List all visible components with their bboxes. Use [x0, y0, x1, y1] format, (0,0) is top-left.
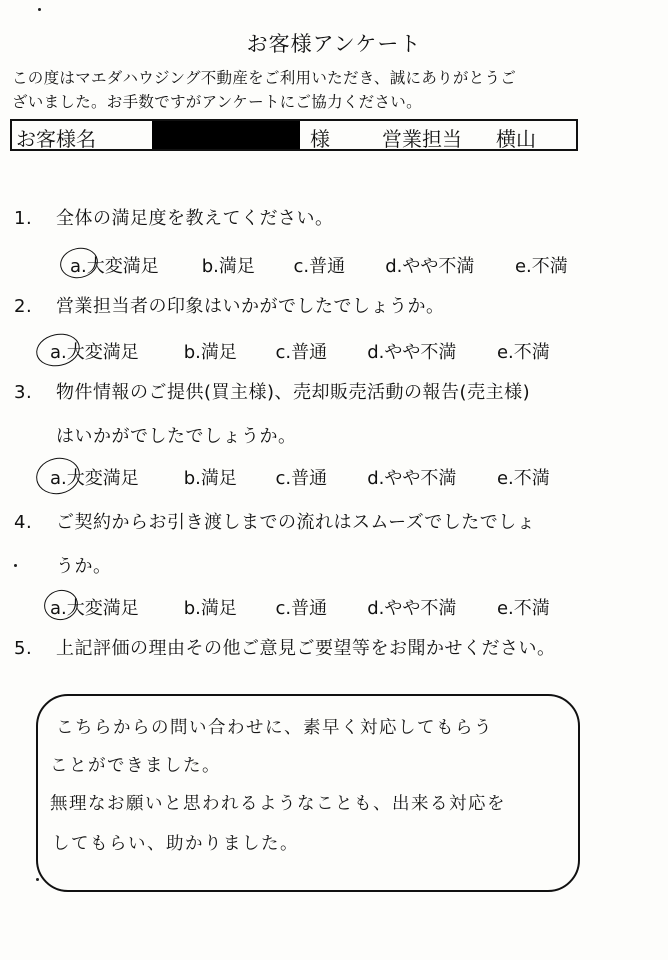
options-q2 — [50, 338, 550, 364]
circle-mark-q3 — [33, 454, 84, 498]
options-q1 — [70, 252, 568, 278]
question-3: 3. 物件情報のご提供(買主様)、売却販売活動の報告(売主様) — [14, 382, 531, 403]
option-b: b.満足 — [183, 468, 237, 489]
page-title: お客様アンケート — [246, 32, 422, 56]
handwritten-line-2: ことができました。 — [50, 756, 221, 776]
customer-name-row — [10, 119, 578, 151]
intro-line-1: この度はマエダハウジング不動産をご利用いただき、誠にありがとうご — [12, 69, 517, 87]
option-b: b.満足 — [201, 256, 255, 277]
option-c: c.普通 — [275, 598, 328, 619]
question-1: 1. 全体の満足度を教えてください。 — [14, 208, 334, 229]
option-b: b.満足 — [183, 342, 237, 363]
option-d: d.やや不満 — [367, 468, 457, 489]
question-5: 5. 上記評価の理由その他ご意見ご要望等をお聞かせください。 — [14, 638, 556, 659]
redacted-name — [152, 121, 300, 149]
option-a: a.大変満足 — [70, 256, 159, 277]
question-4-line-2: うか。 — [56, 556, 112, 577]
question-4: 4. ご契約からお引き渡しまでの流れはスムーズでしたでしょ — [14, 512, 536, 533]
option-c: c.普通 — [275, 468, 328, 489]
options-q3 — [50, 464, 550, 490]
options-q4 — [50, 594, 550, 620]
handwritten-line-3: 無理なお願いと思われるようなことも、出来る対応を — [50, 794, 506, 814]
option-d: d.やや不満 — [367, 598, 457, 619]
handwritten-line-1: こちらからの問い合わせに、素早く対応してもらう — [56, 718, 493, 738]
option-c: c.普通 — [293, 256, 346, 277]
option-e: e.不満 — [496, 342, 550, 363]
circle-mark-q2 — [33, 330, 83, 370]
staff-label: 営業担当 — [382, 127, 462, 151]
scan-speck — [14, 564, 17, 567]
option-e: e.不満 — [496, 468, 550, 489]
option-d: d.やや不満 — [385, 256, 475, 277]
option-e: e.不満 — [514, 256, 568, 277]
staff-name: 横山 — [496, 127, 536, 151]
scan-speck — [36, 878, 39, 881]
customer-name-label: お客様名 — [16, 127, 96, 151]
scan-speck — [38, 8, 41, 11]
option-c: c.普通 — [275, 342, 328, 363]
option-d: d.やや不満 — [367, 342, 457, 363]
option-a: a.大変満足 — [50, 342, 139, 363]
question-2: 2. 営業担当者の印象はいかがでしたでしょうか。 — [14, 296, 445, 317]
handwritten-line-4: してもらい、助かりました。 — [52, 834, 299, 854]
option-a: a.大変満足 — [50, 468, 139, 489]
option-a: a.大変満足 — [50, 598, 139, 619]
option-b: b.満足 — [183, 598, 237, 619]
customer-suffix: 様 — [310, 127, 330, 151]
option-e: e.不満 — [496, 598, 550, 619]
intro-line-2: ざいました。お手数ですがアンケートにご協力ください。 — [12, 93, 422, 111]
question-3-line-2: はいかがでしたでしょうか。 — [56, 426, 297, 447]
